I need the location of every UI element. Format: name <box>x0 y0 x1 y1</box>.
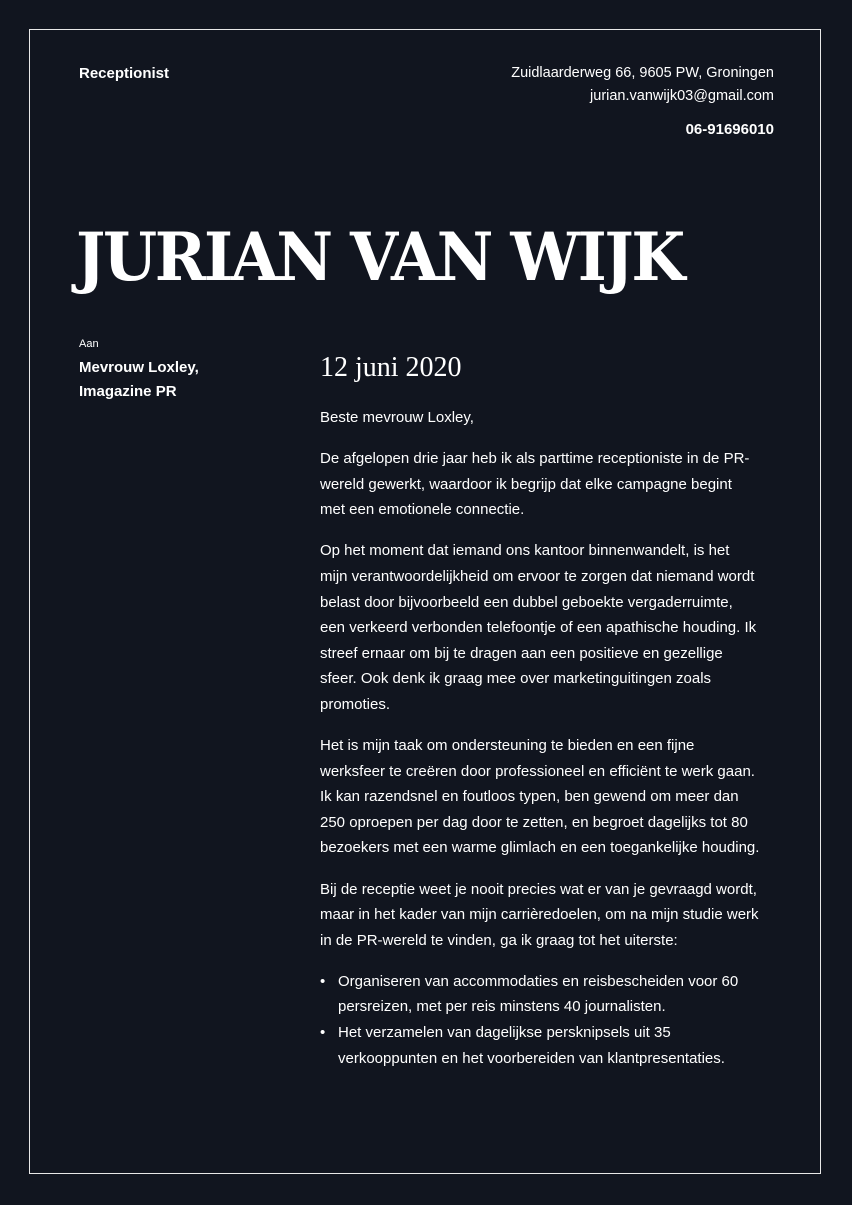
bullet-text: Het verzamelen van dagelijkse persknipsels uit 35 verkooppunten en het voorbereiden van klantpresentaties. <box>338 1023 725 1067</box>
bullet-item <box>320 1020 760 1071</box>
bullet-text: Organiseren van accommodaties en reisbescheiden voor 60 persreizen, met per reis minstens 40 journalisten. <box>338 972 739 1016</box>
phone: 06-91696010 <box>685 121 774 138</box>
email: jurian.vanwijk03@gmail.com <box>590 88 774 104</box>
letter-body <box>320 405 760 1071</box>
recipient-name: Mevrouw Loxley, <box>79 359 199 376</box>
bullet-icon: • <box>320 972 326 990</box>
recipient-company: Imagazine PR <box>79 383 177 400</box>
letter-date: 12 juni 2020 <box>320 352 462 383</box>
bullet-list <box>320 969 760 1071</box>
paragraph-1: De afgelopen drie jaar heb ik als parttime receptioniste in de PR-wereld gewerkt, waardoor ik begrijp dat elke campagne begint met een emotionele connectie. <box>320 450 750 519</box>
contact-block <box>511 62 774 141</box>
bullet-item <box>320 969 760 1020</box>
applicant-name: JURIAN VAN WIJK <box>76 218 683 296</box>
greeting: Beste mevrouw Loxley, <box>320 409 474 426</box>
paragraph-4: Bij de receptie weet je nooit precies wat er van je gevraagd wordt, maar in het kader van mijn carrièredoelen, om na mijn studie werk in de PR-wereld te vinden, ga ik graag tot het uiterste: <box>320 880 759 949</box>
recipient-block <box>79 356 199 404</box>
paragraph-3: Het is mijn taak om ondersteuning te bieden en een fijne werksfeer te creëren door professioneel en efficiënt te werk gaan. Ik kan razendsnel en foutloos typen, ben gewend om meer dan 250 oproepen per dag door te zetten, en begroet dagelijks tot 80 bezoekers met een warme glimlach en een toegankelijke houding. <box>320 737 760 857</box>
paragraph-2: Op het moment dat iemand ons kantoor binnenwandelt, is het mijn verantwoordelijkheid om ervoor te zorgen dat niemand wordt belast door bijvoorbeeld een dubbel geboekte vergaderruimte, een verkeerd verbonden telefoontje of een apathische houding. Ik streef ernaar om bij te dragen aan een positieve en gezellige sfeer. Ook denk ik graag mee over marketinguitingen zoals promoties. <box>320 542 757 713</box>
bullet-icon: • <box>320 1023 326 1041</box>
recipient-label: Aan <box>79 338 99 350</box>
address: Zuidlaarderweg 66, 9605 PW, Groningen <box>511 65 774 81</box>
job-title: Receptionist <box>79 65 170 82</box>
